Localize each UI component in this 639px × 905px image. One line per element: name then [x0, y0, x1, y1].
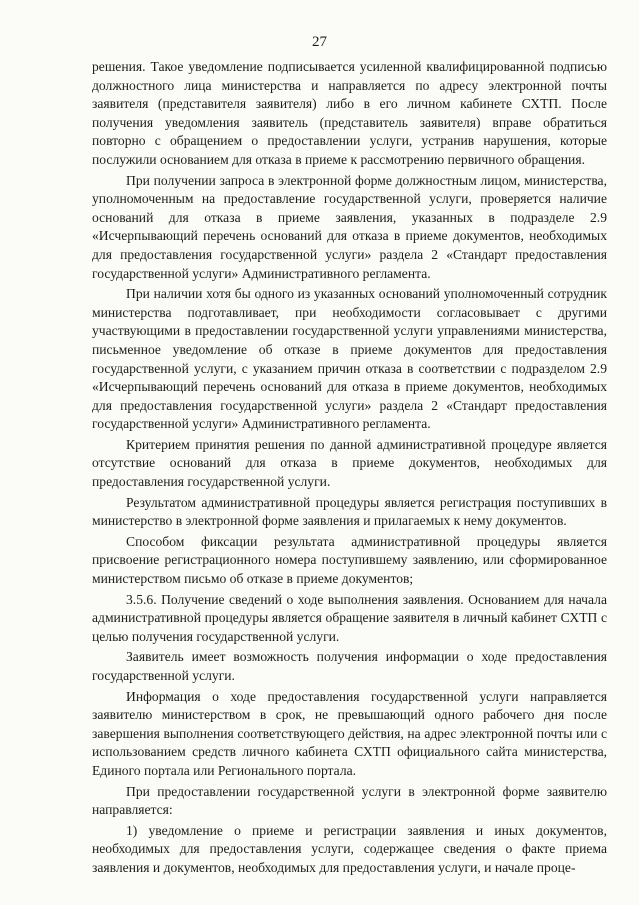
paragraph-applicant-info: Заявитель имеет возможность получения информации о ходе предоставления государственной услуги. [92, 649, 607, 683]
paragraph-result-fixation: Способом фиксации результата административной процедуры является присвоение регистрационного номера поступившему заявлению, или сформированное министерством письмо об отказе в приеме документов; [92, 533, 607, 587]
paragraph-section-3-5-6: 3.5.6. Получение сведений о ходе выполнения заявления. Основанием для начала административной процедуры является обращение заявителя в личный кабинет СХТП с целью получения государственной услуги. [92, 591, 607, 644]
paragraph-procedure-result: Результатом административной процедуры является регистрация поступивших в министерство в электронной форме заявления и прилагаемых к нему документов. [92, 494, 607, 529]
page-number: 27 [312, 34, 327, 50]
paragraph-progress-info: Информация о ходе предоставления государственной услуги направляется заявителю министерством в срок, не превышающий одного рабочего дня после завершения выполнения соответствующего действия, на адрес электронной почты или с использованием средств личного кабинета СХТП официального сайта министерства, Единого портала или Регионального портала. [92, 688, 607, 778]
paragraph-list-item-1: 1) уведомление о приеме и регистрации заявления и иных документов, необходимых для предоставления услуги, содержащее сведения о факте приема заявления и документов, необходимых для предоставления услуги, и начале проце- [92, 822, 607, 875]
paragraph-electronic-form-intro: При предоставлении государственной услуги в электронной форме заявителю направляется: [92, 783, 607, 818]
paragraph-notification-signature: решения. Такое уведомление подписывается усиленной квалифицированной подписью должностного лица министерства и направляется по адресу электронной почты заявителя (представителя заявителя) либо в его личном кабинете СХТП. После получения уведомления заявитель (представитель заявителя) вправе обратиться повторно с обращением о предоставлении услуги, устранив нарушения, которые послужили основанием для отказа в приеме к рассмотрению первичного обращения. [92, 59, 607, 167]
paragraph-request-check: При получении запроса в электронной форме должностным лицом, министерства, уполномоченным на предоставление государственной услуги, проверяется наличие оснований для отказа в приеме заявления, указанных в подразделе 2.9 «Исчерпывающий перечень оснований для отказа в приеме документов, необходимых для предоставления государственной услуги» раздела 2 «Стандарт предоставления государственной услуги» Административного регламента. [92, 172, 607, 281]
document-body [92, 58, 607, 880]
paragraph-decision-criterion: Критерием принятия решения по данной административной процедуре является отсутствие оснований для отказа в приеме документов, необходимых для предоставления государственной услуги. [92, 436, 607, 490]
paragraph-refusal-notice: При наличии хотя бы одного из указанных оснований уполномоченный сотрудник министерства подготавливает, при необходимости согласовывает с другими участвующими в предоставлении государственной услуги управлениями министерства, письменное уведомление об отказе в приеме документов для предоставления государственной услуги, с указанием причин отказа в соответствии с подразделом 2.9 «Исчерпывающий перечень оснований для отказа в приеме документов, необходимых для предоставления государственной услуги» раздела 2 «Стандарт предоставления государственной услуги» Административного регламента. [92, 286, 607, 432]
